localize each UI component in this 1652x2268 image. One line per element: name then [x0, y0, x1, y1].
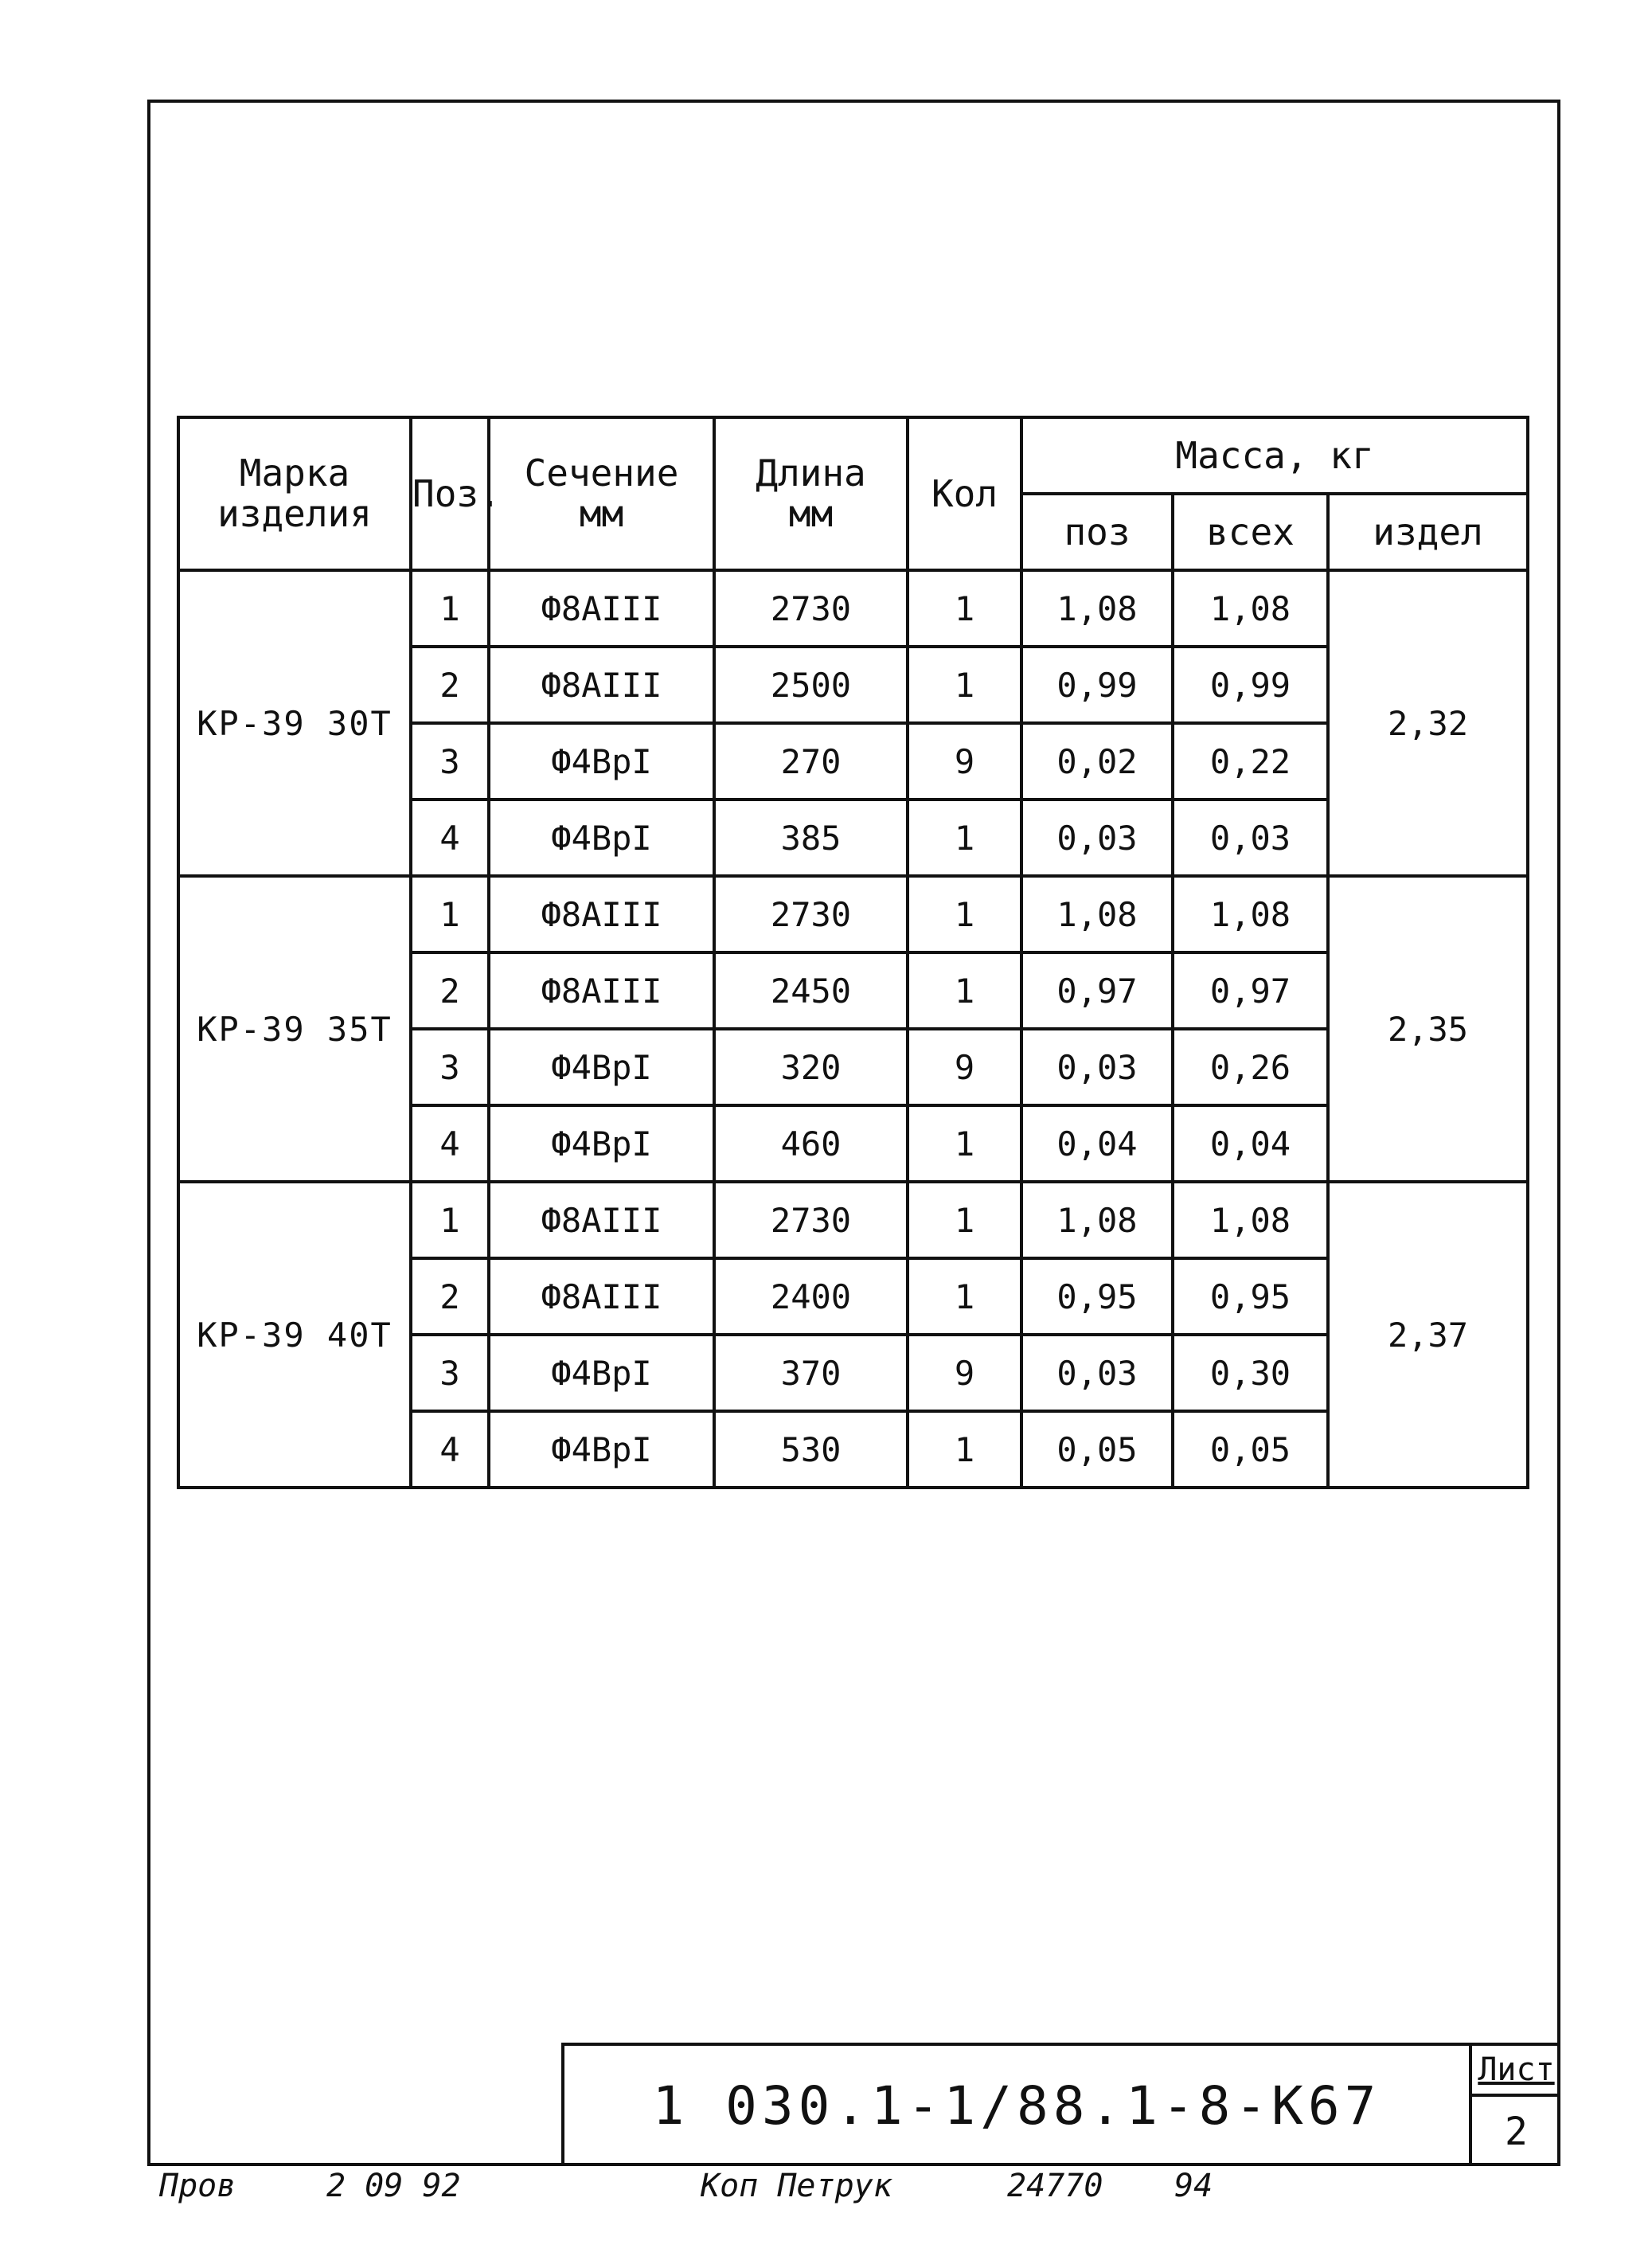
section-cell: Ф8АIII [489, 570, 714, 647]
quantity-cell: 1 [908, 952, 1021, 1029]
mass-all-cell: 0,99 [1173, 647, 1328, 723]
section-cell: Ф4ВрI [489, 1105, 714, 1182]
footer-format: 94 [1174, 2168, 1213, 2204]
quantity-cell: 1 [908, 800, 1021, 876]
mass-position-cell: 1,08 [1021, 876, 1173, 952]
position-cell: 2 [411, 647, 489, 723]
length-cell: 370 [714, 1335, 908, 1411]
title-block [561, 2043, 1560, 2166]
footer-copied: Коп Петрук [701, 2168, 892, 2204]
quantity-cell: 1 [908, 1182, 1021, 1258]
position-cell: 1 [411, 1182, 489, 1258]
table-row [178, 876, 1528, 952]
position-cell: 3 [411, 723, 489, 800]
mass-all-cell: 1,08 [1173, 570, 1328, 647]
position-cell: 1 [411, 570, 489, 647]
length-cell: 2400 [714, 1258, 908, 1335]
footer-date: 2 09 92 [326, 2168, 461, 2204]
section-cell: Ф8АIII [489, 647, 714, 723]
quantity-cell: 1 [908, 570, 1021, 647]
length-cell: 385 [714, 800, 908, 876]
product-mark-cell: КР-39 40Т [178, 1182, 411, 1488]
header-mass: Масса, кг [1021, 417, 1528, 494]
specification-body [178, 570, 1528, 1488]
section-cell: Ф4ВрI [489, 1411, 714, 1488]
mass-position-cell: 0,03 [1021, 1335, 1173, 1411]
mass-all-cell: 1,08 [1173, 876, 1328, 952]
header-section-line1: Сечение [524, 452, 679, 495]
mass-position-cell: 1,08 [1021, 1182, 1173, 1258]
quantity-cell: 1 [908, 1105, 1021, 1182]
section-cell: Ф8АIII [489, 1258, 714, 1335]
mass-all-cell: 0,95 [1173, 1258, 1328, 1335]
mass-position-cell: 0,95 [1021, 1258, 1173, 1335]
mass-all-cell: 0,22 [1173, 723, 1328, 800]
position-cell: 4 [411, 1105, 489, 1182]
mass-item-cell: 2,35 [1328, 876, 1528, 1182]
mass-all-cell: 1,08 [1173, 1182, 1328, 1258]
mass-position-cell: 0,03 [1021, 800, 1173, 876]
section-cell: Ф4ВрI [489, 1029, 714, 1105]
mass-item-cell: 2,37 [1328, 1182, 1528, 1488]
length-cell: 2730 [714, 876, 908, 952]
mass-position-cell: 0,05 [1021, 1411, 1173, 1488]
header-mark-line2: изделия [217, 492, 372, 535]
mass-position-cell: 0,03 [1021, 1029, 1173, 1105]
mass-all-cell: 0,97 [1173, 952, 1328, 1029]
header-pos: Поз. [411, 417, 489, 570]
header-mass-all: всех [1173, 494, 1328, 570]
header-mass-pos: поз [1021, 494, 1173, 570]
quantity-cell: 9 [908, 1029, 1021, 1105]
position-cell: 4 [411, 800, 489, 876]
mass-position-cell: 0,99 [1021, 647, 1173, 723]
length-cell: 2450 [714, 952, 908, 1029]
section-cell: Ф8АIII [489, 1182, 714, 1258]
header-section [489, 417, 714, 570]
length-cell: 320 [714, 1029, 908, 1105]
length-cell: 460 [714, 1105, 908, 1182]
position-cell: 2 [411, 1258, 489, 1335]
mass-position-cell: 0,02 [1021, 723, 1173, 800]
length-cell: 530 [714, 1411, 908, 1488]
header-mark-line1: Марка [239, 452, 350, 495]
header-mass-item: издел [1328, 494, 1528, 570]
specification-table [177, 416, 1529, 1489]
sheet-label: Лист [1472, 2046, 1560, 2097]
mass-all-cell: 0,04 [1173, 1105, 1328, 1182]
header-length-line2: мм [788, 492, 834, 535]
quantity-cell: 1 [908, 876, 1021, 952]
position-cell: 1 [411, 876, 489, 952]
mass-all-cell: 0,26 [1173, 1029, 1328, 1105]
section-cell: Ф8АIII [489, 952, 714, 1029]
mass-position-cell: 0,97 [1021, 952, 1173, 1029]
header-length-line1: Длина [756, 452, 866, 495]
position-cell: 2 [411, 952, 489, 1029]
mass-all-cell: 0,03 [1173, 800, 1328, 876]
quantity-cell: 9 [908, 723, 1021, 800]
mass-position-cell: 1,08 [1021, 570, 1173, 647]
product-mark-cell: КР-39 30Т [178, 570, 411, 876]
header-qty: Кол [908, 417, 1021, 570]
header-mark [178, 417, 411, 570]
product-mark-cell: КР-39 35Т [178, 876, 411, 1182]
table-row [178, 1182, 1528, 1258]
quantity-cell: 1 [908, 1411, 1021, 1488]
mass-all-cell: 0,05 [1173, 1411, 1328, 1488]
document-code: 1 030.1-1/88.1-8-К67 [564, 2046, 1472, 2166]
length-cell: 2730 [714, 1182, 908, 1258]
length-cell: 2500 [714, 647, 908, 723]
length-cell: 2730 [714, 570, 908, 647]
position-cell: 3 [411, 1029, 489, 1105]
section-cell: Ф4ВрI [489, 800, 714, 876]
position-cell: 3 [411, 1335, 489, 1411]
footer-checked: Пров [159, 2168, 236, 2204]
quantity-cell: 1 [908, 1258, 1021, 1335]
sheet-number: 2 [1505, 2109, 1528, 2154]
quantity-cell: 9 [908, 1335, 1021, 1411]
mass-position-cell: 0,04 [1021, 1105, 1173, 1182]
length-cell: 270 [714, 723, 908, 800]
position-cell: 4 [411, 1411, 489, 1488]
section-cell: Ф8АIII [489, 876, 714, 952]
header-section-line2: мм [579, 492, 624, 535]
header-length [714, 417, 908, 570]
mass-all-cell: 0,30 [1173, 1335, 1328, 1411]
table-row [178, 570, 1528, 647]
mass-item-cell: 2,32 [1328, 570, 1528, 876]
section-cell: Ф4ВрI [489, 723, 714, 800]
footer-order: 24770 [1007, 2168, 1103, 2204]
section-cell: Ф4ВрI [489, 1335, 714, 1411]
quantity-cell: 1 [908, 647, 1021, 723]
